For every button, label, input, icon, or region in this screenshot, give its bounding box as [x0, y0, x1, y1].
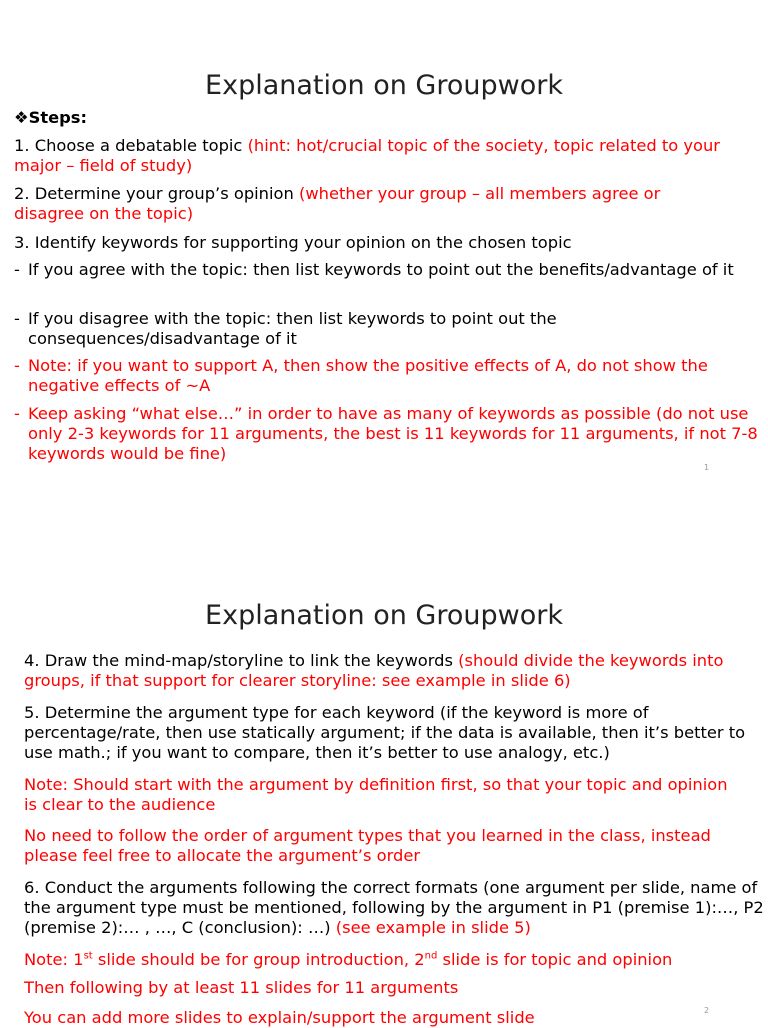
step-4: 4. Draw the mind-map/storyline to link the keywords (should divide the keywords into groups, if that support for clearer storyline: see example in slide 6)	[24, 651, 724, 690]
dash-bullet: -	[14, 309, 20, 328]
step-6: 6. Conduct the arguments following the correct formats (one argument per slide, name of the argument type must be mentioned, following by the argument in P1 (premise 1):…, P2 (premise 2):… , …, C (conclusion): …) (see example in slide 5)	[24, 878, 764, 937]
sub-agree: If you agree with the topic: then list keywords to point out the benefits/advantage of it	[28, 260, 734, 279]
step-5: 5. Determine the argument type for each keyword (if the keyword is more of percentage/rate, then use statically argument; if the data is available, then it’s better to use math.; if you want to compare, then it’s better to use analogy, etc.)	[24, 703, 746, 762]
step-3: 3. Identify keywords for supporting your opinion on the chosen topic	[14, 233, 572, 252]
steps-label: ❖Steps:	[14, 108, 88, 127]
sub-keep-asking: Keep asking “what else…” in order to have as many of keywords as possible (do not use only 2-3 keywords for 11 arguments, the best is 11 keywords for 11 arguments, if not 7-8 keywords would be fine)	[28, 404, 758, 463]
note-slides: Note: 1st slide should be for group introduction, 2nd slide is for topic and opinion	[24, 950, 673, 969]
sub-note: Note: if you want to support A, then show the positive effects of A, do not show the negative effects of ~A	[28, 356, 708, 395]
sub-disagree: If you disagree with the topic: then list keywords to point out the consequences/disadvantage of it	[28, 309, 557, 348]
slide-title: Explanation on Groupwork	[205, 600, 563, 631]
note-arguments: Then following by at least 11 slides for 11 arguments	[24, 978, 459, 997]
dash-bullet: -	[14, 404, 20, 423]
dash-bullet: -	[14, 260, 20, 279]
slide-2	[0, 560, 768, 1027]
note-more-slides: You can add more slides to explain/support the argument slide	[24, 1008, 535, 1027]
step-1: 1. Choose a debatable topic (hint: hot/crucial topic of the society, topic related to your major – field of study)	[14, 136, 721, 175]
slide-title: Explanation on Groupwork	[205, 70, 563, 101]
page-number: 2	[704, 1006, 710, 1015]
note-definition: Note: Should start with the argument by definition first, so that your topic and opinion is clear to the audience	[24, 775, 728, 814]
dash-bullet: -	[14, 356, 20, 375]
page-number: 1	[704, 463, 710, 472]
slide-1	[0, 0, 768, 500]
step-2: 2. Determine your group’s opinion (whether your group – all members agree or disagree on the topic)	[14, 184, 661, 223]
note-order: No need to follow the order of argument types that you learned in the class, instead please feel free to allocate the argument’s order	[24, 826, 711, 865]
